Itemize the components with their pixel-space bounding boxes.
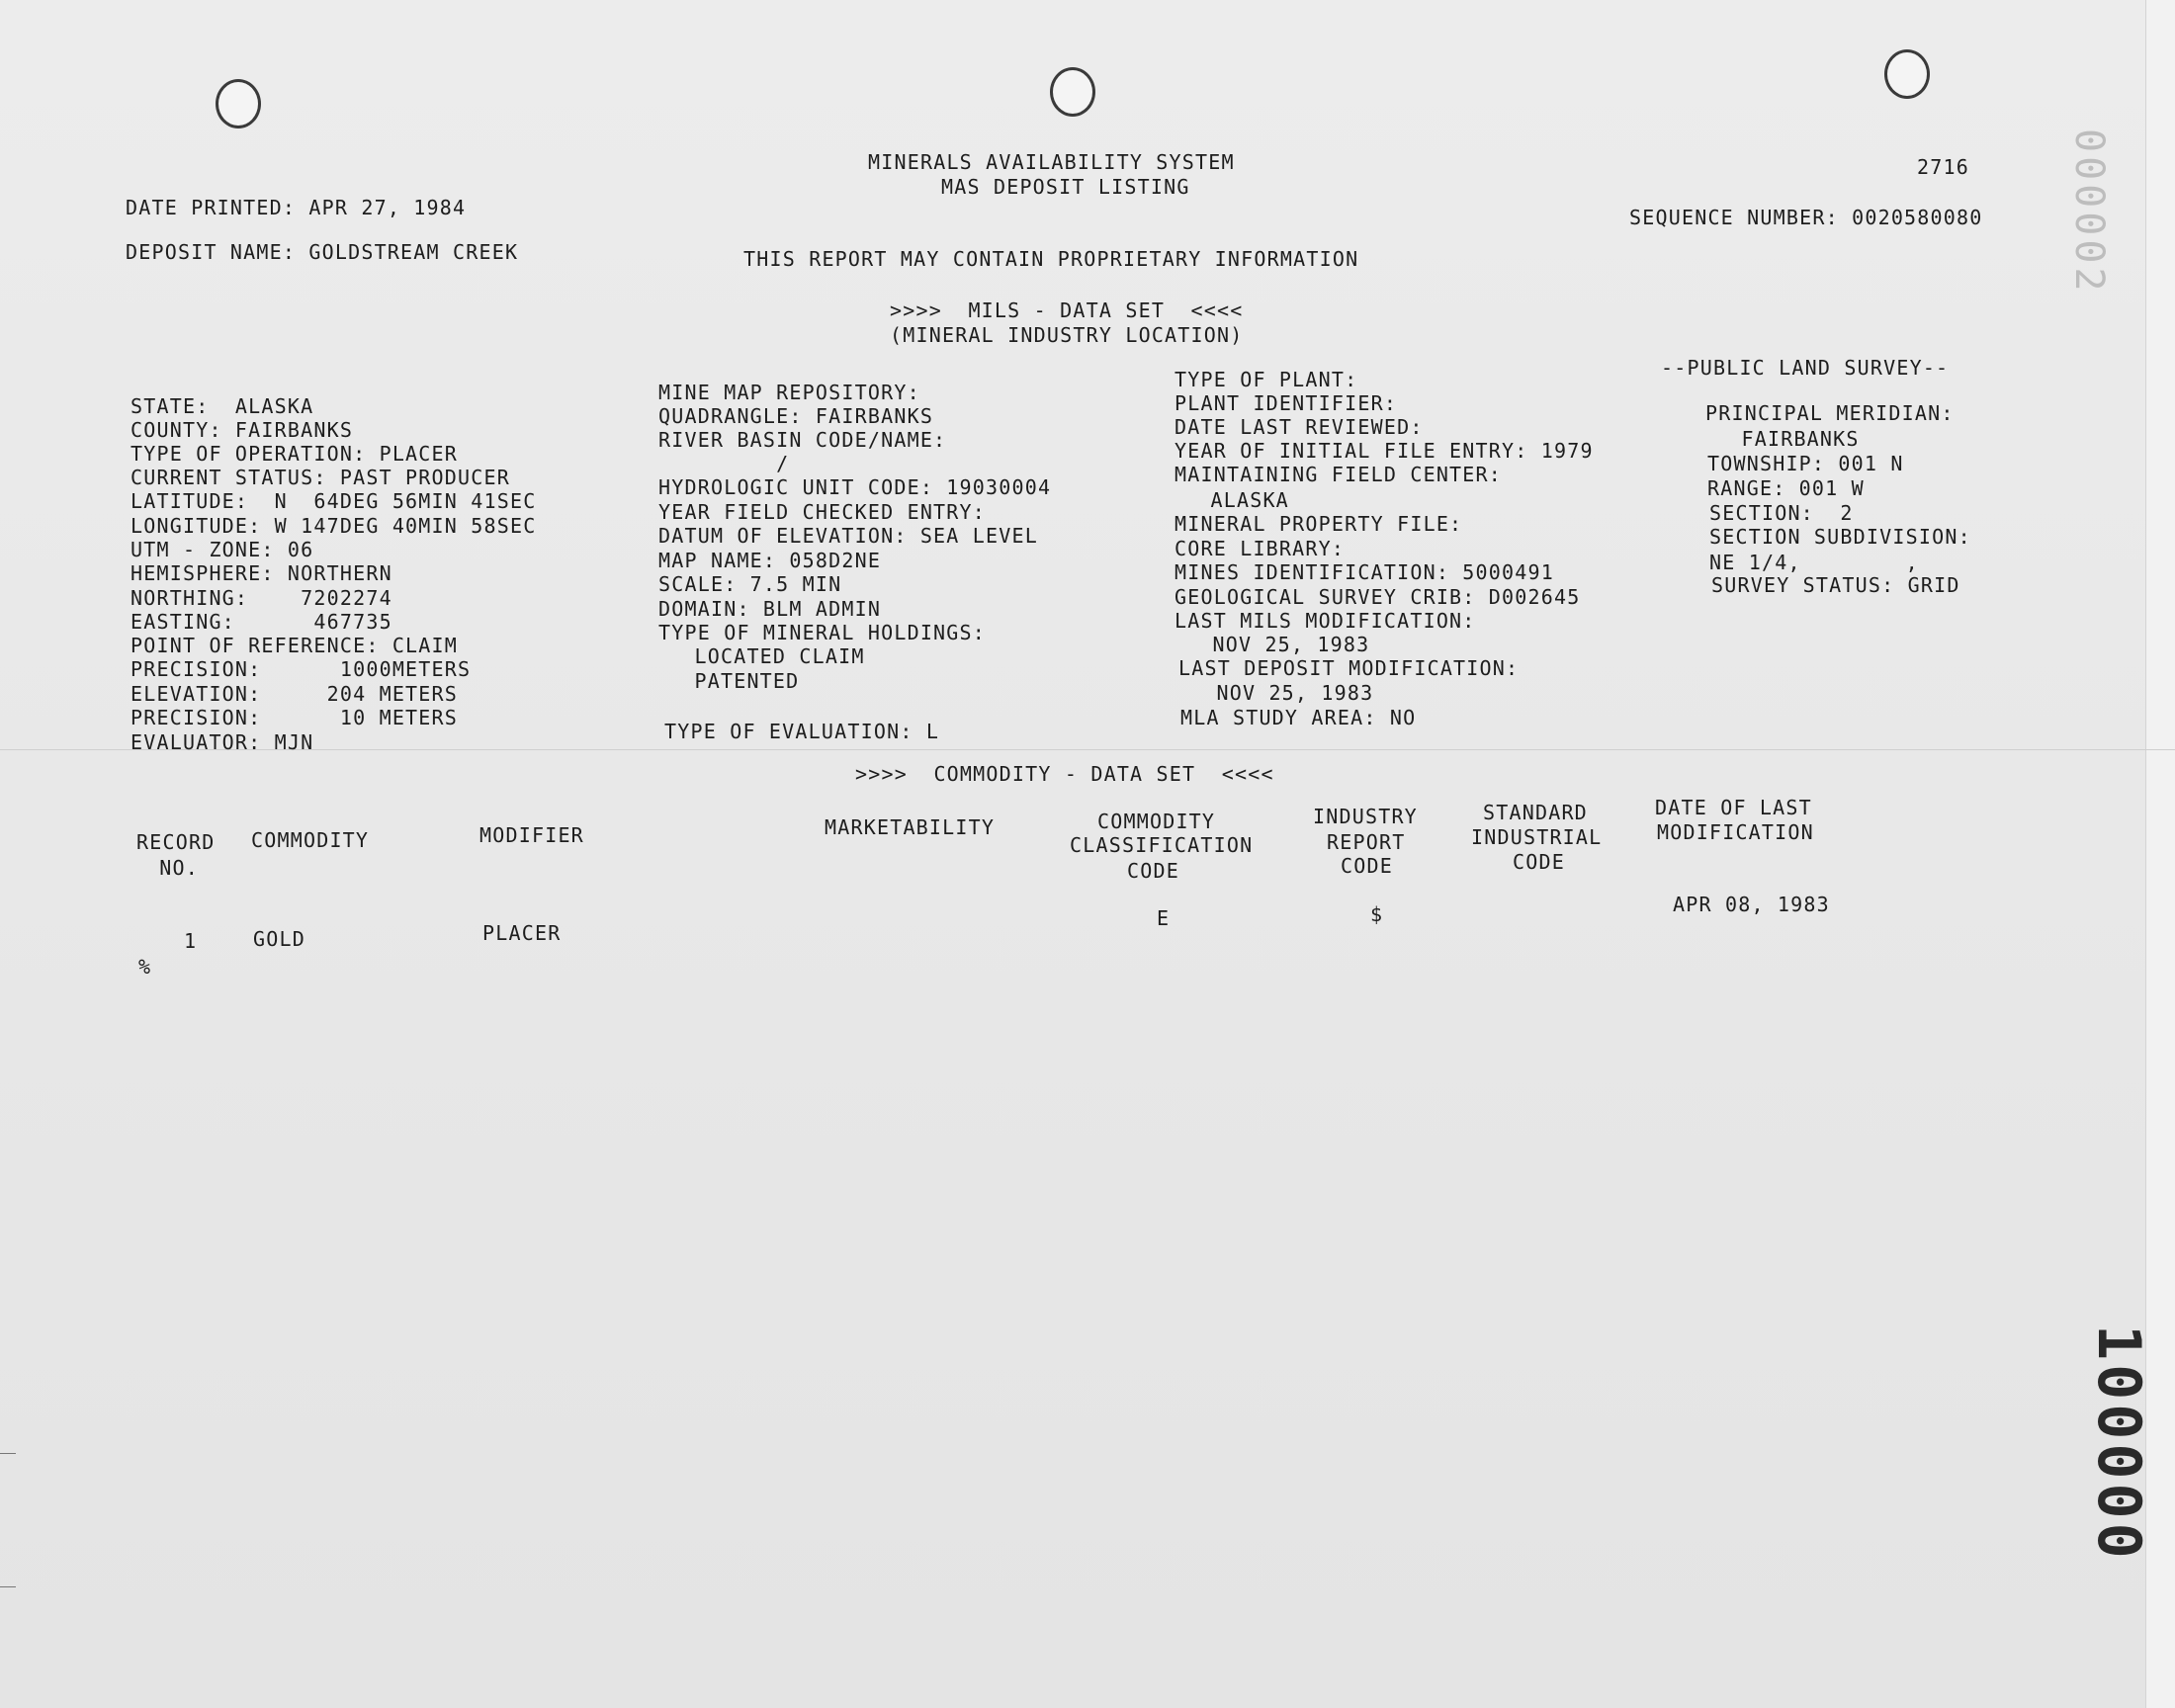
- county-line: COUNTY: FAIRBANKS: [130, 418, 354, 442]
- header-sic-2: INDUSTRIAL: [1471, 825, 1603, 849]
- survey-status-line: SURVEY STATUS: GRID: [1711, 573, 1960, 597]
- mineral-holdings-line: TYPE OF MINERAL HOLDINGS:: [658, 621, 987, 644]
- hemisphere-line: HEMISPHERE: NORTHERN: [130, 561, 392, 585]
- header-classification-1: COMMODITY: [1097, 810, 1216, 833]
- punch-hole-right: [1884, 49, 1930, 99]
- page-number: 2716: [1917, 155, 1969, 179]
- header-industry-2: REPORT: [1327, 830, 1406, 854]
- stamp-number: 100000: [2084, 1324, 2153, 1563]
- township-line: TOWNSHIP: 001 N: [1707, 452, 1904, 475]
- sequence-number: SEQUENCE NUMBER: 0020580080: [1629, 206, 1983, 229]
- point-of-reference-line: POINT OF REFERENCE: CLAIM: [130, 634, 459, 657]
- header-commodity: COMMODITY: [251, 828, 370, 852]
- system-title: MINERALS AVAILABILITY SYSTEM: [868, 150, 1235, 174]
- header-last-mod-1: DATE OF LAST: [1655, 796, 1812, 819]
- cell-record-no: 1: [184, 929, 198, 953]
- listing-title: MAS DEPOSIT LISTING: [941, 175, 1190, 199]
- fold-line: [0, 749, 2175, 750]
- principal-meridian-line: PRINCIPAL MERIDIAN:: [1705, 401, 1955, 425]
- map-name-line: MAP NAME: 058D2NE: [658, 549, 882, 572]
- ghost-stamp-number: 000002: [2066, 128, 2112, 296]
- mine-map-repository-line: MINE MAP REPOSITORY:: [658, 381, 920, 404]
- header-record: RECORD: [136, 830, 216, 854]
- river-basin-value: /: [658, 452, 790, 475]
- domain-line: DOMAIN: BLM ADMIN: [658, 597, 882, 621]
- header-marketability: MARKETABILITY: [825, 815, 996, 839]
- holding-located-claim: LOCATED CLAIM: [668, 644, 865, 668]
- mineral-property-file-line: MINERAL PROPERTY FILE:: [1174, 512, 1463, 536]
- latitude-line: LATITUDE: N 64DEG 56MIN 41SEC: [130, 489, 537, 513]
- cell-modifier: PLACER: [482, 921, 562, 945]
- header-sic-1: STANDARD: [1483, 801, 1588, 824]
- last-mils-modification-date: NOV 25, 1983: [1186, 633, 1370, 656]
- principal-meridian-value: FAIRBANKS: [1715, 427, 1860, 451]
- type-of-evaluation-line: TYPE OF EVALUATION: L: [664, 720, 940, 743]
- field-center-line: MAINTAINING FIELD CENTER:: [1174, 463, 1503, 486]
- year-field-checked-line: YEAR FIELD CHECKED ENTRY:: [658, 500, 987, 524]
- hydrologic-unit-line: HYDROLOGIC UNIT CODE: 19030004: [658, 475, 1052, 499]
- date-printed: DATE PRINTED: APR 27, 1984: [126, 196, 467, 219]
- elevation-precision-line: PRECISION: 10 METERS: [130, 706, 459, 729]
- elevation-line: ELEVATION: 204 METERS: [130, 682, 459, 706]
- end-of-record-marker: %: [138, 955, 152, 979]
- date-last-reviewed-line: DATE LAST REVIEWED:: [1174, 415, 1424, 439]
- initial-file-entry-line: YEAR OF INITIAL FILE ENTRY: 1979: [1174, 439, 1594, 463]
- operation-type-line: TYPE OF OPERATION: PLACER: [130, 442, 459, 466]
- range-line: RANGE: 001 W: [1707, 476, 1865, 500]
- header-last-mod-2: MODIFICATION: [1657, 820, 1814, 844]
- punch-hole-left: [216, 79, 261, 128]
- cell-commodity: GOLD: [253, 927, 305, 951]
- mla-study-area-line: MLA STUDY AREA: NO: [1180, 706, 1417, 729]
- mils-subtitle: (MINERAL INDUSTRY LOCATION): [890, 323, 1244, 347]
- header-classification-3: CODE: [1127, 859, 1179, 883]
- utm-zone-line: UTM - ZONE: 06: [130, 538, 314, 561]
- northing-line: NORTHING: 7202274: [130, 586, 392, 610]
- state-line: STATE: ALASKA: [130, 394, 314, 418]
- evaluator-line: EVALUATOR: MJN: [130, 730, 314, 754]
- header-record-no: NO.: [146, 856, 199, 880]
- field-center-value: ALASKA: [1184, 488, 1289, 512]
- mils-title: >>>> MILS - DATA SET <<<<: [890, 299, 1244, 322]
- last-deposit-modification-line: LAST DEPOSIT MODIFICATION:: [1178, 656, 1520, 680]
- section-subdivision-line: SECTION SUBDIVISION:: [1709, 525, 1971, 549]
- punch-hole-center: [1050, 67, 1095, 117]
- header-sic-3: CODE: [1513, 850, 1565, 874]
- quadrangle-line: QUADRANGLE: FAIRBANKS: [658, 404, 934, 428]
- last-mils-modification-line: LAST MILS MODIFICATION:: [1174, 609, 1476, 633]
- cell-last-modification: APR 08, 1983: [1673, 893, 1830, 916]
- core-library-line: CORE LIBRARY:: [1174, 537, 1346, 560]
- easting-line: EASTING: 467735: [130, 610, 392, 634]
- mines-identification-line: MINES IDENTIFICATION: 5000491: [1174, 560, 1554, 584]
- section-line: SECTION: 2: [1709, 501, 1854, 525]
- longitude-line: LONGITUDE: W 147DEG 40MIN 58SEC: [130, 514, 537, 538]
- precision-line: PRECISION: 1000METERS: [130, 657, 472, 681]
- header-industry-1: INDUSTRY: [1313, 805, 1418, 828]
- proprietary-notice: THIS REPORT MAY CONTAIN PROPRIETARY INFORMATION: [743, 247, 1359, 271]
- scale-line: SCALE: 7.5 MIN: [658, 572, 842, 596]
- header-modifier: MODIFIER: [479, 823, 584, 847]
- river-basin-line: RIVER BASIN CODE/NAME:: [658, 428, 947, 452]
- margin-tick: [0, 1453, 16, 1454]
- type-of-plant-line: TYPE OF PLANT:: [1174, 368, 1358, 391]
- geological-survey-crib-line: GEOLOGICAL SURVEY CRIB: D002645: [1174, 585, 1581, 609]
- plant-identifier-line: PLANT IDENTIFIER:: [1174, 391, 1398, 415]
- section-subdivision-value: NE 1/4, ,: [1709, 551, 1919, 574]
- commodity-title: >>>> COMMODITY - DATA SET <<<<: [855, 762, 1274, 786]
- cell-industry-code: $: [1370, 902, 1384, 926]
- holding-patented: PATENTED: [668, 669, 800, 693]
- header-industry-3: CODE: [1341, 854, 1393, 878]
- header-classification-2: CLASSIFICATION: [1070, 833, 1254, 857]
- last-deposit-modification-date: NOV 25, 1983: [1190, 681, 1374, 705]
- datum-of-elevation-line: DATUM OF ELEVATION: SEA LEVEL: [658, 524, 1038, 548]
- current-status-line: CURRENT STATUS: PAST PRODUCER: [130, 466, 510, 489]
- cell-classification: E: [1157, 906, 1171, 930]
- public-land-survey-title: --PUBLIC LAND SURVEY--: [1661, 356, 1950, 380]
- margin-tick: [0, 1586, 16, 1587]
- deposit-name: DEPOSIT NAME: GOLDSTREAM CREEK: [126, 240, 519, 264]
